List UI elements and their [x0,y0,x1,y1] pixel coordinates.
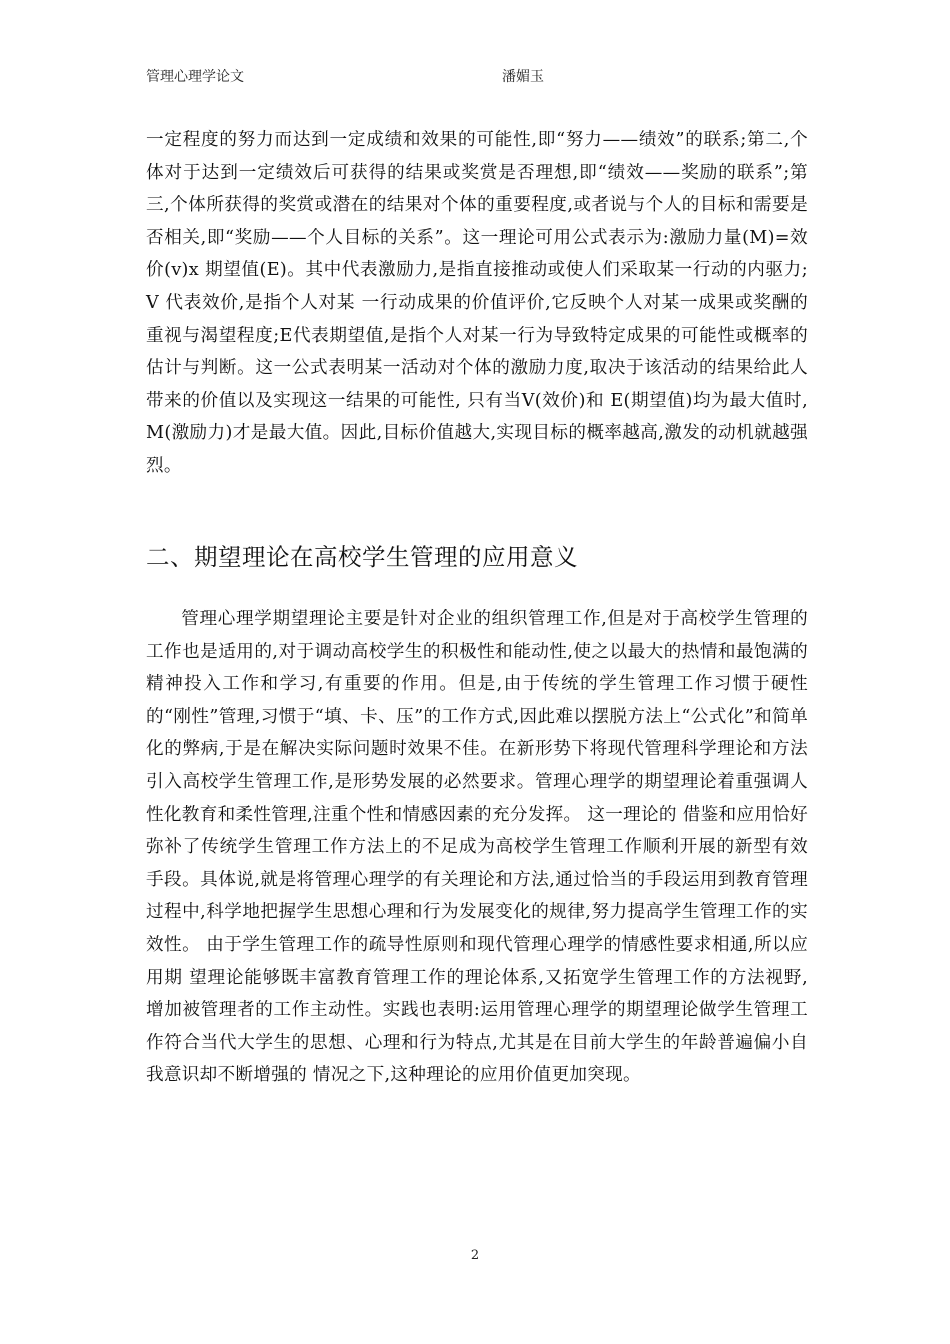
page-header [146,66,806,88]
document-title: 管理心理学论文 [146,69,244,85]
body-paragraph-1: 一定程度的努力而达到一定成绩和效果的可能性,即“努力——绩效”的联系;第二,个体对于达到一定绩效后可获得的结果或奖赏是否理想,即“绩效——奖励的联系”;第三,个体所获得的奖赏或潜在的结果对个体的重要程度,或者说与个人的目标和需要是否相关,即“奖励——个人目标的关系”。这一理论可用公式表示为:激励力量(M)=效价(v)x 期望值(E)。其中代表激励力,是指直接推动或使人们采取某一行动的内驱力;V 代表效价,是指个人对某 一行动成果的价值评价,它反映个人对某一成果或奖酬的重视与渴望程度;E代表期望值,是指个人对某一行为导致特定成果的可能性或概率的估计与判断。这一公式表明某一活动对个体的激励力度,取决于该活动的结果给此人带来的价值以及实现这一结果的可能性, 只有当V(效价)和 E(期望值)均为最大值时,M(激励力)才是最大值。因此,目标价值越大,实现目标的概率越高,激发的动机就越强烈。 [146,130,808,476]
section-heading: 二、期望理论在高校学生管理的应用意义 [146,543,578,571]
author-name: 潘媚玉 [502,69,544,85]
page-number: 2 [470,1248,480,1263]
body-paragraph-2: 管理心理学期望理论主要是针对企业的组织管理工作,但是对于高校学生管理的工作也是适用的,对于调动高校学生的积极性和能动性,使之以最大的热情和最饱满的精神投入工作和学习,有重要的作用。但是,由于传统的学生管理工作习惯于硬性的“刚性”管理,习惯于“填、卡、压”的工作方式,因此难以摆脱方法上“公式化”和简单化的弊病,于是在解决实际问题时效果不佳。在新形势下将现代管理科学理论和方法引入高校学生管理工作,是形势发展的必然要求。管理心理学的期望理论着重强调人性化教育和柔性管理,注重个性和情感因素的充分发挥。 这一理论的 借鉴和应用恰好弥补了传统学生管理工作方法上的不足成为高校学生管理工作顺利开展的新型有效手段。具体说,就是将管理心理学的有关理论和方法,通过恰当的手段运用到教育管理过程中,科学地把握学生思想心理和行为发展变化的规律,努力提高学生管理工作的实效性。 由于学生管理工作的疏导性原则和现代管理心理学的情感性要求相通,所以应用期 望理论能够既丰富教育管理工作的理论体系,又拓宽学生管理工作的方法视野, 增加被管理者的工作主动性。实践也表明:运用管理心理学的期望理论做学生管理工作符合当代大学生的思想、心理和行为特点,尤其是在目前大学生的年龄普遍偏小自我意识却不断增强的 情况之下,这种理论的应用价值更加突现。 [146,609,808,1086]
